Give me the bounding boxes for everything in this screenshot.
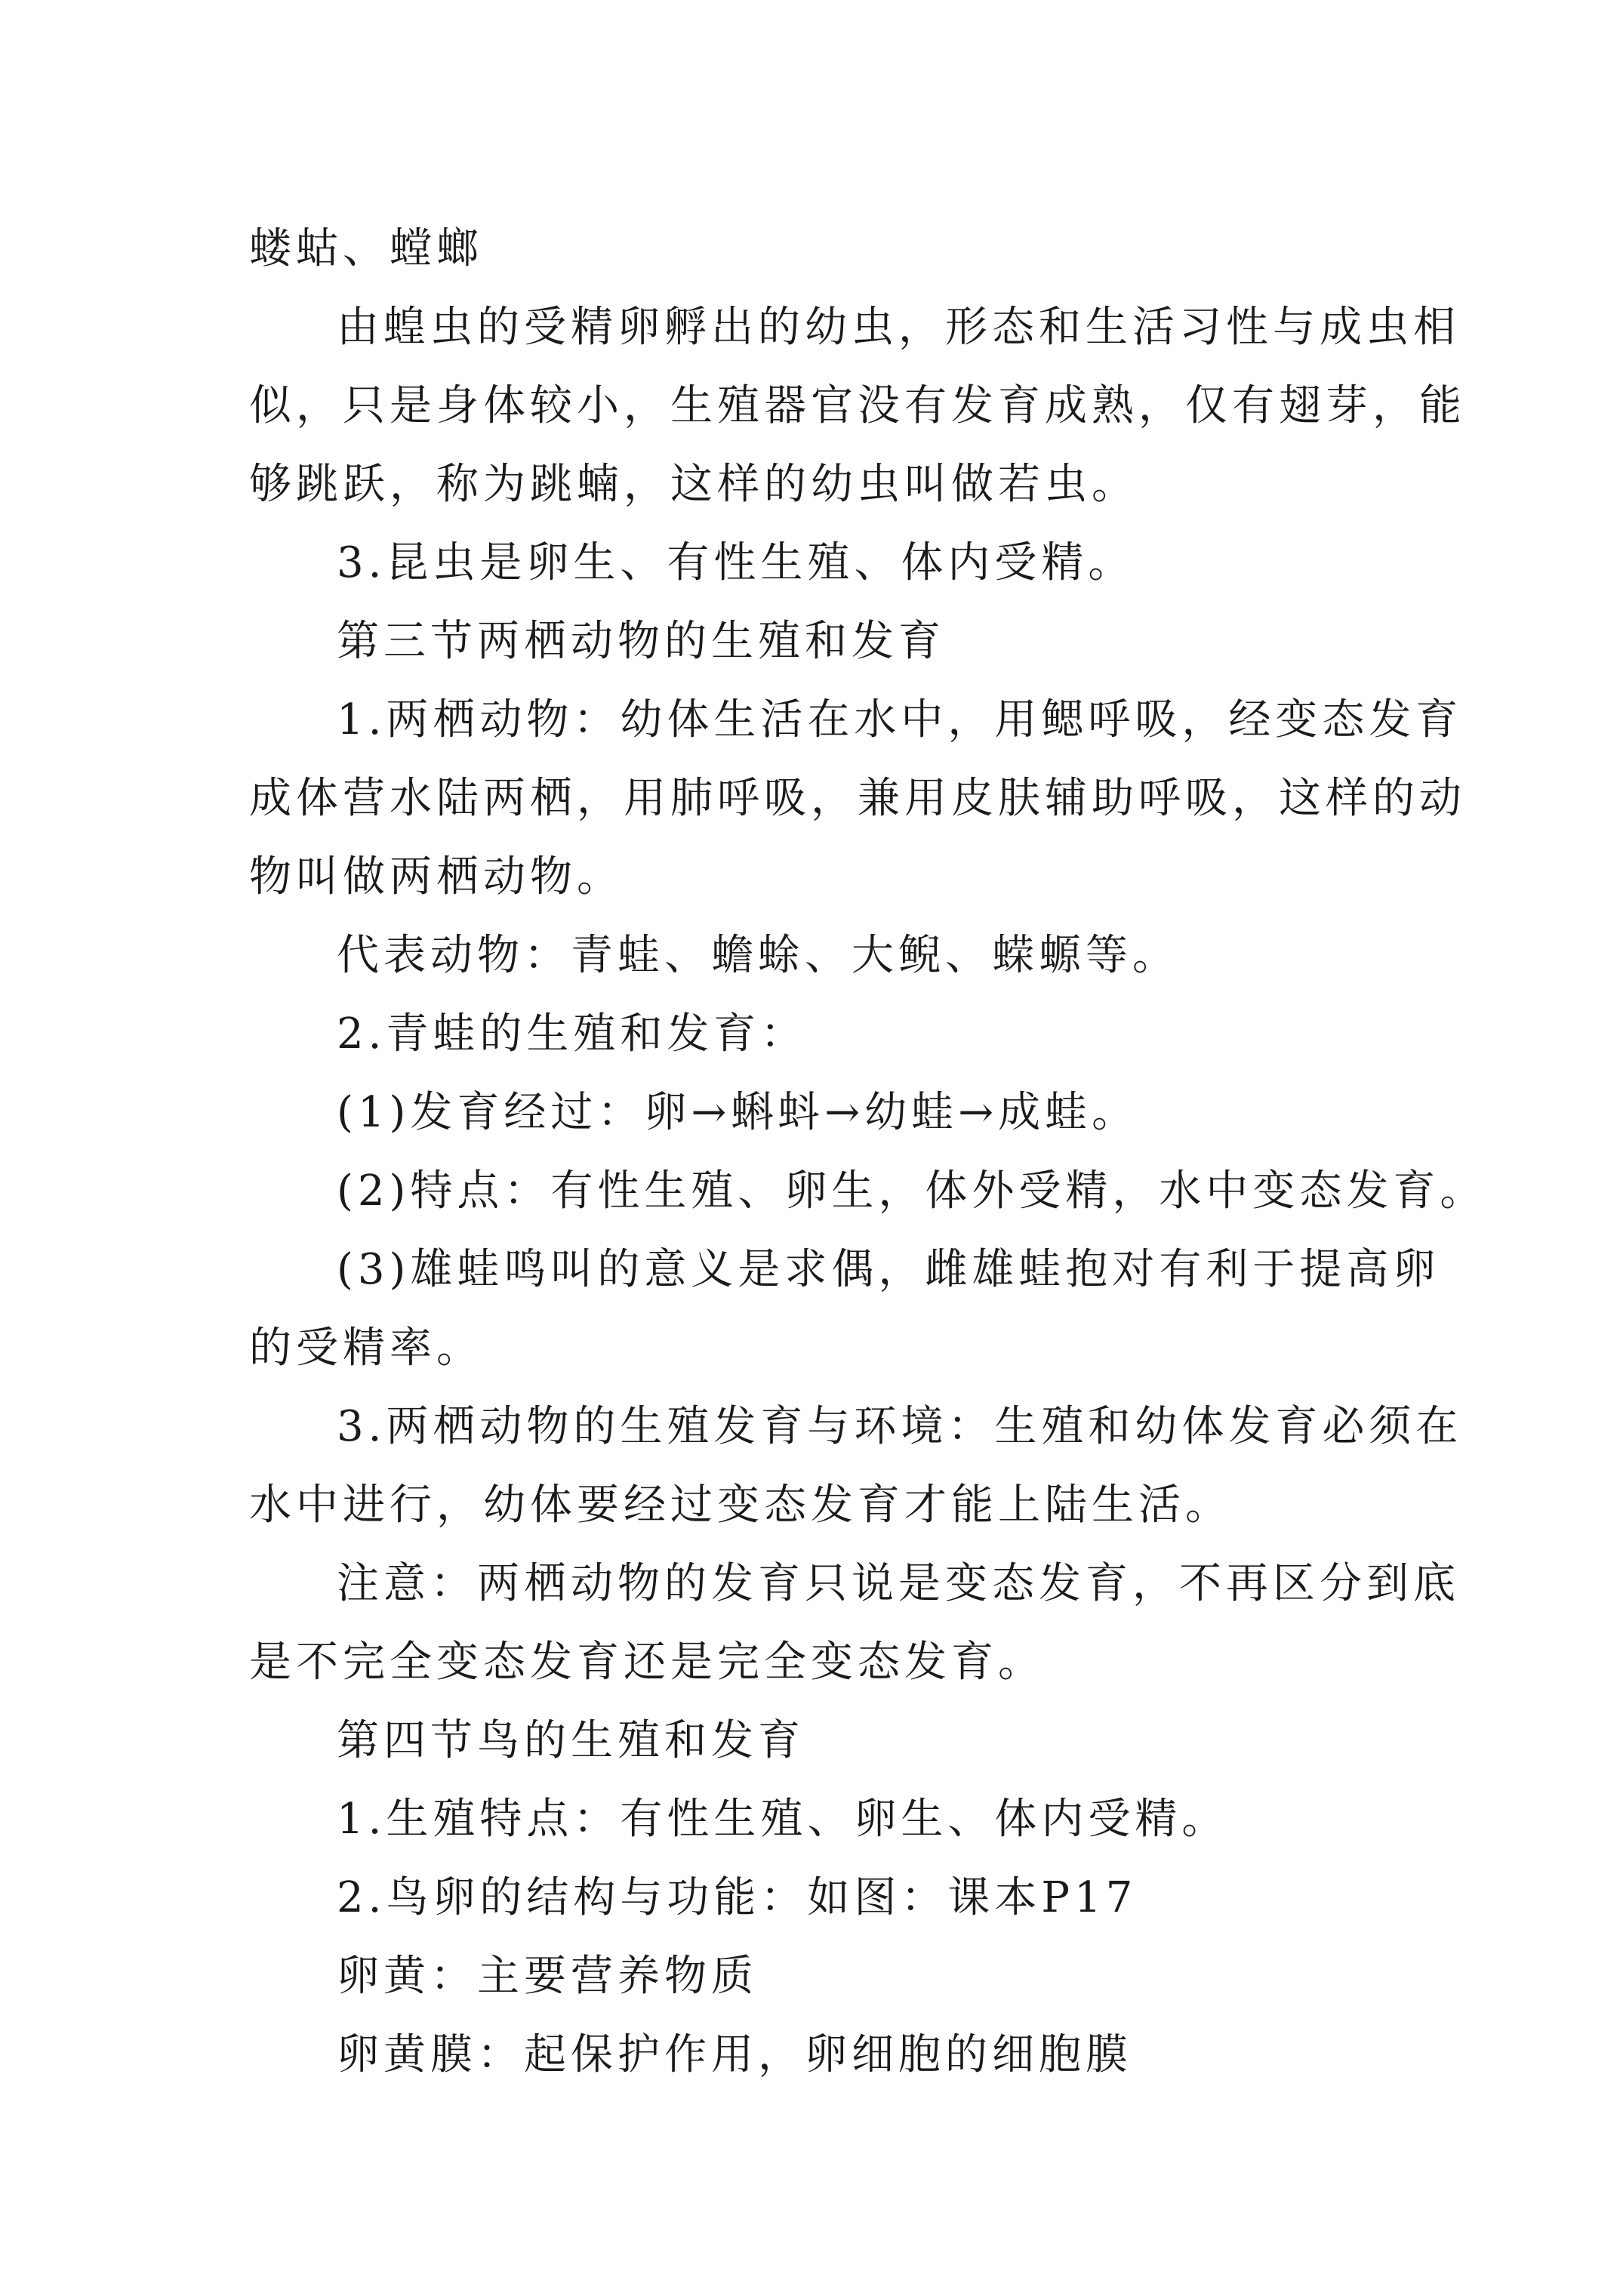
text-line: (2)特点：有性生殖、卵生，体外受精，水中变态发育。 bbox=[337, 1166, 1487, 1216]
text-line: 1.生殖特点：有性生殖、卵生、体内受精。 bbox=[337, 1795, 1229, 1844]
text-line: 够跳跃，称为跳蝻，这样的幼虫叫做若虫。 bbox=[249, 460, 1138, 509]
text-line: 成体营水陆两栖，用肺呼吸，兼用皮肤辅助呼吸，这样的动 bbox=[249, 774, 1466, 823]
text-line: 1.两栖动物：幼体生活在水中，用鳃呼吸，经变态发育 bbox=[337, 695, 1463, 744]
text-line: 代表动物：青蛙、蟾蜍、大鲵、蝾螈等。 bbox=[337, 931, 1179, 980]
text-line: 3.两栖动物的生殖发育与环境：生殖和幼体发育必须在 bbox=[337, 1402, 1463, 1451]
text-line: 由蝗虫的受精卵孵出的幼虫，形态和生活习性与成虫相 bbox=[337, 303, 1460, 352]
text-line: 水中进行，幼体要经过变态发育才能上陆生活。 bbox=[249, 1481, 1232, 1530]
section-heading: 第三节两栖动物的生殖和发育 bbox=[337, 617, 945, 666]
section-heading: 第四节鸟的生殖和发育 bbox=[337, 1716, 805, 1765]
document-body bbox=[249, 210, 1487, 2094]
text-line: 注意：两栖动物的发育只说是变态发育，不再区分到底 bbox=[337, 1559, 1460, 1608]
text-line: 似，只是身体较小，生殖器官没有发育成熟，仅有翅芽，能 bbox=[249, 381, 1466, 430]
text-line: 的受精率。 bbox=[249, 1324, 483, 1373]
text-line: (1)发育经过：卵→蝌蚪→幼蛙→成蛙。 bbox=[337, 1088, 1139, 1137]
text-line: 物叫做两栖动物。 bbox=[249, 852, 624, 901]
text-line: (3)雄蛙鸣叫的意义是求偶，雌雄蛙抱对有利于提高卵 bbox=[337, 1245, 1440, 1294]
text-line: 卵黄：主要营养物质 bbox=[337, 1952, 758, 2001]
text-line: 卵黄膜：起保护作用，卵细胞的细胞膜 bbox=[337, 2030, 1132, 2079]
text-line: 2.青蛙的生殖和发育： bbox=[337, 1009, 808, 1059]
text-line: 是不完全变态发育还是完全变态发育。 bbox=[249, 1638, 1045, 1687]
text-line: 蝼蛄、螳螂 bbox=[249, 224, 483, 273]
text-line: 3.昆虫是卵生、有性生殖、体内受精。 bbox=[337, 538, 1135, 587]
text-line: 2.鸟卵的结构与功能：如图：课本P17 bbox=[337, 1873, 1138, 1922]
